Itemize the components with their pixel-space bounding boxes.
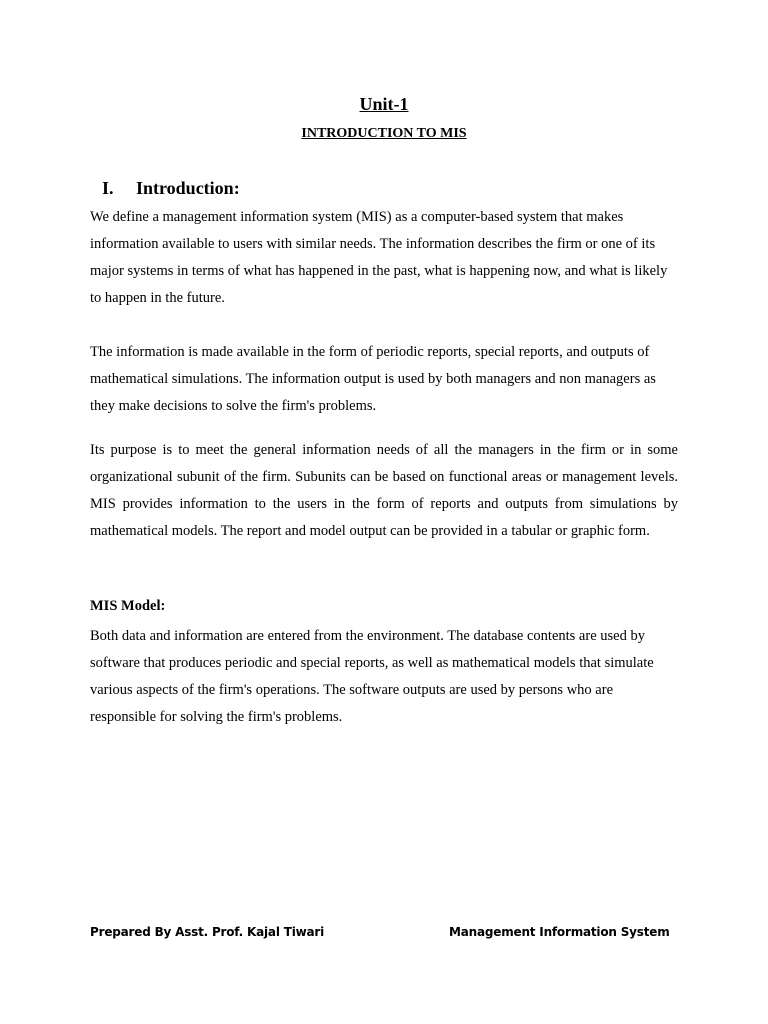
unit-title: Unit-1 bbox=[359, 94, 409, 114]
paragraph-mis-model: Both data and information are entered from the environment. The database contents are used by software that produces periodic and special reports, as well as mathematical models that simulate various aspects of the firm's operations. The software outputs are used by persons who are responsible for solving the firm's problems. bbox=[90, 628, 654, 725]
chapter-title: INTRODUCTION TO MIS bbox=[301, 126, 467, 141]
mis-model-heading: MIS Model: bbox=[90, 598, 166, 614]
paragraph-intro: We define a management information system (MIS) as a computer-based system that makes information available to users with similar needs. The information describes the firm or one of its major systems in terms of what has happened in the past, what is happening now, and what is likely to happen in the future. bbox=[90, 209, 668, 306]
section-title: Introduction: bbox=[136, 178, 240, 198]
paragraph-information-forms: The information is made available in the form of periodic reports, special reports, and outputs of mathematical simulations. The information output is used by both managers and non managers as they make decisions to solve the firm's problems. bbox=[90, 344, 656, 414]
footer-author: Prepared By Asst. Prof. Kajal Tiwari bbox=[90, 925, 325, 939]
paragraph-purpose: Its purpose is to meet the general information needs of all the managers in the firm or in some organizational subunit of the firm. Subunits can be based on functional areas or management levels. MIS provides information to the users in the form of reports and outputs from simulations by mathematical models. The report and model output can be provided in a tabular or graphic form. bbox=[90, 442, 678, 539]
footer-subject: Management Information System bbox=[449, 925, 670, 939]
section-number: I. bbox=[102, 178, 114, 198]
section-heading bbox=[102, 178, 240, 199]
